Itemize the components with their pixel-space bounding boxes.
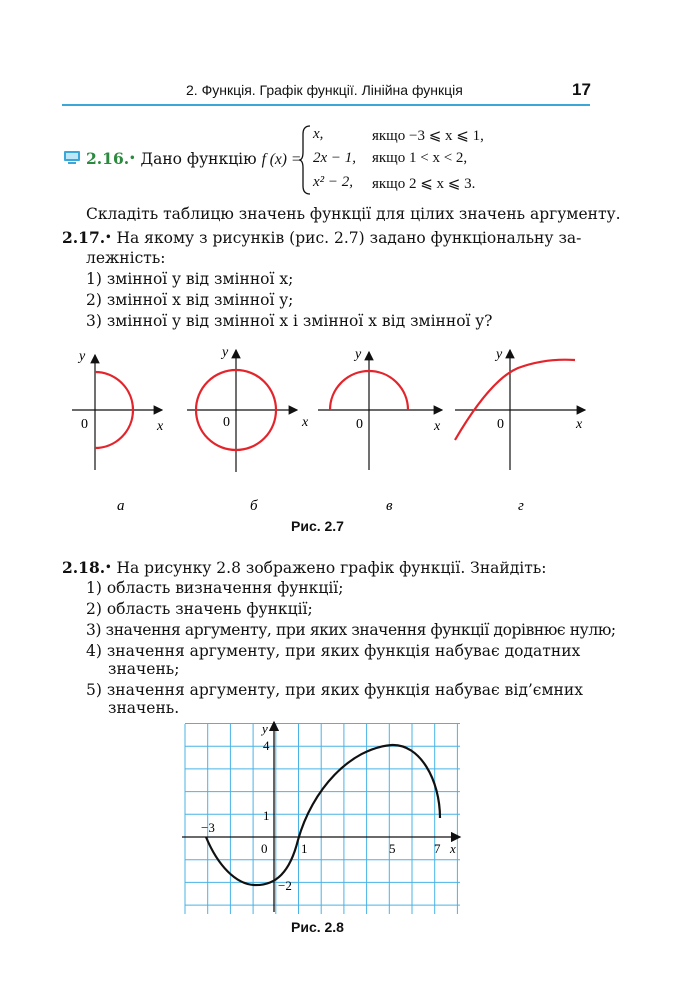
problem-number: 2.18.: [62, 558, 106, 577]
list-item: 1) область визначення функції;: [86, 579, 344, 597]
panel-v-label: в: [386, 498, 393, 514]
problem-text: Дано функцію: [140, 150, 257, 168]
list-item-continuation: значень;: [108, 660, 180, 678]
piece-cond-3: якщо 2 ⩽ x ⩽ 3.: [372, 176, 476, 192]
panel-g-label: г: [518, 498, 524, 514]
difficulty-mark: •: [105, 562, 112, 573]
tick-label-x-5: 5: [389, 841, 396, 856]
piece-cond-1: якщо −3 ⩽ x ⩽ 1,: [372, 128, 484, 144]
tick-label-x-1: 1: [301, 841, 308, 856]
grid: [185, 724, 460, 915]
x-axis-label: x: [434, 419, 441, 434]
panel-b-label: б: [250, 498, 258, 514]
problem-number: 2.16.: [86, 149, 130, 168]
origin-label: 0: [81, 417, 88, 432]
piece-expr-3: x² − 2,: [313, 174, 354, 190]
y-axis-label: y: [355, 347, 362, 362]
problem-text: На рисунку 2.8 зображено графік функції. Знайдіть:: [116, 559, 547, 577]
problem-number: 2.17.: [62, 228, 106, 247]
panel-a-label: а: [117, 498, 125, 514]
running-head: 2. Функція. Графік функції. Лінійна функція: [186, 82, 463, 98]
tick-label-x-7: 7: [434, 841, 441, 856]
difficulty-mark: •: [105, 232, 112, 243]
tick-label-y-1: 1: [263, 808, 270, 823]
origin-label: 0: [497, 417, 504, 432]
list-item: 1) змінної y від змінної x;: [86, 270, 294, 288]
x-axis-label: x: [450, 841, 456, 856]
origin-label: 0: [223, 415, 230, 430]
x-axis-label: x: [576, 417, 583, 432]
tick-label-y-minus-2: −2: [278, 878, 292, 893]
list-item-continuation: значень.: [108, 699, 180, 717]
figure-2-7-caption: Рис. 2.7: [291, 518, 344, 534]
function-notation: f (x) =: [261, 151, 302, 168]
x-axis-label: x: [157, 419, 164, 434]
y-axis-label: y: [222, 345, 229, 360]
problem-text: На якому з рисунків (рис. 2.7) задано функціональну за-: [116, 229, 582, 247]
x-axis-label: x: [302, 415, 309, 430]
y-axis-label: y: [496, 347, 503, 362]
difficulty-mark: •: [129, 153, 136, 164]
piece-expr-2: 2x − 1,: [313, 150, 357, 166]
list-item: 5) значення аргументу, при яких функція набуває від’ємних: [86, 681, 583, 699]
problem-2-17-line2: лежність:: [86, 249, 166, 267]
function-curve: [206, 745, 440, 885]
y-axis-label: y: [262, 721, 268, 736]
page-number: 17: [572, 80, 591, 99]
origin-label: 0: [356, 417, 363, 432]
tick-label-x-minus-3: −3: [201, 820, 215, 835]
problem-2-16-task: Складіть таблицю значень функції для цілих значень аргументу.: [86, 205, 621, 223]
tick-label-y-4: 4: [263, 738, 270, 753]
piece-expr-1: x,: [313, 126, 324, 142]
figure-2-8-caption: Рис. 2.8: [291, 919, 344, 935]
list-item: 3) змінної y від змінної x і змінної x від змінної y?: [86, 312, 493, 330]
list-item: 3) значення аргументу, при яких значення функції дорівнює нулю;: [86, 621, 616, 639]
origin-label: 0: [261, 841, 268, 856]
list-item: 4) значення аргументу, при яких функція набуває додатних: [86, 642, 581, 660]
piece-cond-2: якщо 1 < x < 2,: [372, 150, 468, 166]
list-item: 2) область значень функції;: [86, 600, 313, 618]
list-item: 2) змінної x від змінної y;: [86, 291, 294, 309]
y-axis-label: y: [79, 349, 86, 364]
